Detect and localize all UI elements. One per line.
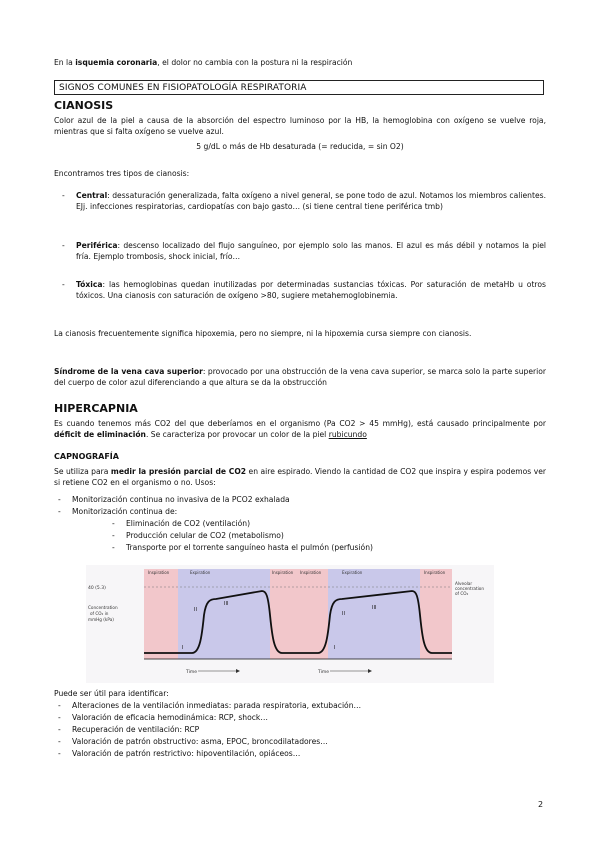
capnografia-intro: Se utiliza para medir la presión parcial de CO2 en aire espirado. Viendo la cantidad de CO2 que inspira y espira podemos ver si retiene CO2 en el organismo o no. Usos: <box>54 467 546 487</box>
type-periferica: - Periférica: descenso localizado del flujo sanguíneo, por ejemplo solo las manos. El azul es más débil y notamos la piel fría. Ejemplo trombosis, shock inicial, frío… <box>62 241 546 261</box>
segment-label: III <box>224 601 229 607</box>
x-axis-label: Time <box>318 670 330 675</box>
util-item: - Valoración de patrón obstructivo: asma, EPOC, broncodilatadores… <box>58 737 328 746</box>
cianosis-note: La cianosis frecuentemente significa hipoxemia, pero no siempre, ni la hipoxemia cursa siempre con cianosis. <box>54 329 472 338</box>
segment-label: III <box>372 605 377 611</box>
vena-cava-paragraph: Síndrome de la vena cava superior: provocado por una obstrucción de la vena cava superior, se marca solo la parte superior del cuerpo de color azul diferenciando a que altura se da la obstrucción <box>54 367 546 387</box>
segment-label: II <box>194 607 197 613</box>
sub-use-item: - Eliminación de CO2 (ventilación) <box>112 519 251 528</box>
y-tick-label: 40 (5.3) <box>88 586 106 591</box>
segment-label: I <box>182 645 184 651</box>
cianosis-intro: Color azul de la piel a causa de la absorción del espectro luminoso por la HB, la hemoglobina con oxígeno se vuelve roja, mientras que si falta oxígeno se vuelve azul. <box>54 116 546 136</box>
hipercapnia-title: HIPERCAPNIA <box>54 402 138 415</box>
util-intro: Puede ser útil para identificar: <box>54 689 169 698</box>
hipercapnia-text: Es cuando tenemos más CO2 del que deberíamos en el organismo (Pa CO2 > 45 mmHg), está causado principalmente por déficit de eliminación. Se caracteriza por provocar un color de la piel rubicundo <box>54 419 546 439</box>
page-number: 2 <box>538 800 544 809</box>
type-toxica: - Tóxica: las hemoglobinas quedan inutilizadas por determinadas sustancias tóxicas. Por saturación de metaHb u otros tóxicos. Una cianosis con saturación de oxígeno >80, sugiere metahemoglobinemia. <box>62 280 546 300</box>
phase-expiration-1 <box>178 569 270 659</box>
phase-label: Inspiration <box>300 570 322 575</box>
cianosis-title: CIANOSIS <box>54 99 114 112</box>
phase-inspiration-1 <box>144 569 178 659</box>
util-item: - Recuperación de ventilación: RCP <box>58 725 200 734</box>
segment-label: II <box>342 611 345 617</box>
capnografia-title: CAPNOGRAFÍA <box>54 452 119 461</box>
util-item: - Valoración de eficacia hemodinámica: RCP, shock… <box>58 713 268 722</box>
segment-label: I <box>334 645 336 651</box>
x-axis-label: Time <box>186 670 198 675</box>
capnogram-diagram <box>86 565 494 683</box>
phase-label: Inspiration <box>424 570 446 575</box>
type-central: - Central: dessaturación generalizada, falta oxígeno a nivel general, se pone todo de azul. Notamos los miembros calientes. EJj. infecciones respiratorias, cardiopatías con bajo gasto… (si tiene central tiene periférica tmb) <box>62 191 546 211</box>
phase-label: Expiration <box>190 570 211 575</box>
sub-use-item: - Transporte por el torrente sanguíneo hasta el pulmón (perfusión) <box>112 543 373 552</box>
use-item: - Monitorización continua de: <box>58 507 178 516</box>
phase-label: Expiration <box>342 570 363 575</box>
section-box-title: SIGNOS COMUNES EN FISIOPATOLOGÍA RESPIRATORIA <box>54 80 544 95</box>
intro-line: En la isquemia coronaria, el dolor no cambia con la postura ni la respiración <box>54 58 353 67</box>
util-item: - Alteraciones de la ventilación inmediatas: parada respiratoria, extubación… <box>58 701 362 710</box>
util-item: - Valoración de patrón restrictivo: hipoventilación, opiáceos… <box>58 749 301 758</box>
alveolar-label: Alveolar concentration of CO₂ <box>455 581 485 596</box>
types-intro: Encontramos tres tipos de cianosis: <box>54 169 190 178</box>
cianosis-formula: 5 g/dL o más de Hb desaturada (= reducida, = sin O2) <box>196 142 404 151</box>
y-axis-label: Concentration of CO₂ in mmHg (kPa) <box>88 605 118 622</box>
phase-label: Inspiration <box>148 570 170 575</box>
sub-use-item: - Producción celular de CO2 (metabolismo) <box>112 531 284 540</box>
phase-inspiration-2 <box>270 569 328 659</box>
phase-label: Inspiration <box>272 570 294 575</box>
use-item: - Monitorización continua no invasiva de la PCO2 exhalada <box>58 495 290 504</box>
